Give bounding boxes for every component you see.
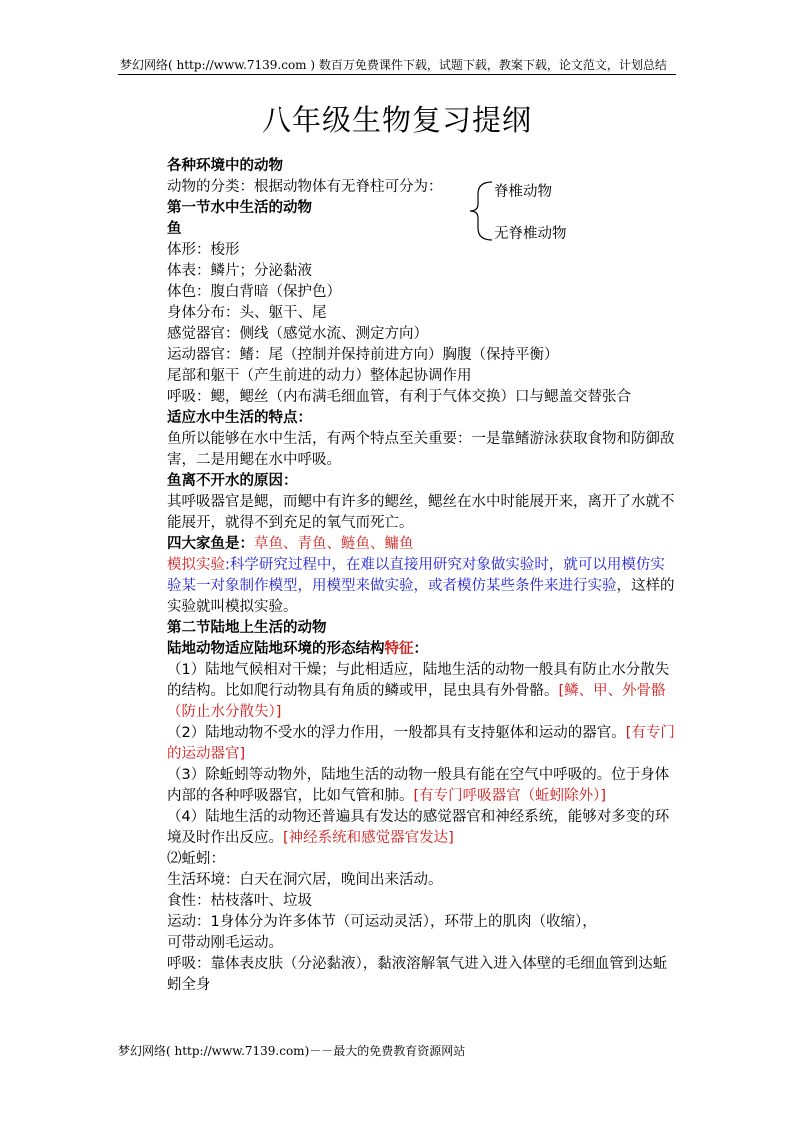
paragraph-fish-need-water: 其呼吸器官是鳃，而鳃中有许多的鳃丝，鳃丝在水中时能展开来，离开了水就不能展开，就得不到充足的氧气而死亡。 xyxy=(167,494,675,531)
heading-fish-need-water: 鱼离不开水的原因： xyxy=(167,473,298,489)
feature-3-text: （3）除蚯蚓等动物外，陆地生活的动物一般具有能在空气中呼吸的。位于身体内部的各种呼吸器官，比如气管和肺。 xyxy=(167,767,670,804)
text-earthworm-habitat: 生活环境：白天在洞穴居，晚间出来活动。 xyxy=(167,872,443,888)
heading-section-1: 第一节水中生活的动物 xyxy=(167,200,312,216)
simulation-tail: ，这样的实验就叫模拟实验。 xyxy=(167,578,675,615)
text-earthworm-bristles: 可带动刚毛运动。 xyxy=(167,935,283,951)
page-title: 八年级生物复习提纲 xyxy=(261,103,532,137)
paragraph-water-adaptation: 鱼所以能够在水中生活，有两个特点至关重要：一是靠鳍游泳获取食物和防御敌害，二是用鳃在水中呼吸。 xyxy=(167,431,675,468)
land-features-keyword: 特征 xyxy=(384,641,414,657)
document-body xyxy=(167,156,677,996)
heading-water-adaptation: 适应水中生活的特点： xyxy=(167,410,312,426)
paragraph-feature-2 xyxy=(167,723,677,765)
page-footer: 梦幻网络( http://www.7139.com)－－最大的免费教育资源网站 xyxy=(118,1044,466,1058)
land-features-text: 陆地动物适应陆地环境的形态结构 xyxy=(167,641,385,657)
paragraph-feature-3 xyxy=(167,765,677,807)
four-fish-list: 草鱼、青鱼、鲢鱼、鳙鱼 xyxy=(254,536,414,552)
four-fish-label: 四大家鱼是： xyxy=(167,536,254,552)
page-header: 梦幻网络( http://www.7139.com ) 数百万免费课件下载，试题下载，教案下载，论文范文，计划总结 xyxy=(120,58,667,72)
paragraph-earthworm-respiration: 呼吸：靠体表皮肤（分泌黏液），黏液溶解氧气进入进入体壁的毛细血管到达蚯蚓全身 xyxy=(167,956,668,993)
text-tail-trunk: 尾部和躯干（产生前进的动力）整体起协调作用 xyxy=(167,368,472,384)
paragraph-simulation xyxy=(167,555,677,618)
feature-2-note: [有专门的运动器官] xyxy=(167,725,675,762)
text-motor-organ: 运动器官：鳍：尾（控制并保持前进方向）胸腹（保持平衡） xyxy=(167,347,559,363)
feature-2-text: （2）陆地动物不受水的浮力作用，一般都具有支持躯体和运动的器官。 xyxy=(167,725,626,741)
heading-animals-environments: 各种环境中的动物 xyxy=(167,158,283,174)
text-respiration: 呼吸：鳃，鳃丝（内布满毛细血管，有利于气体交换）口与鳃盖交替张合 xyxy=(167,389,631,405)
line-four-fish xyxy=(167,534,677,555)
branch-vertebrates: 脊椎动物 xyxy=(494,184,552,200)
heading-earthworm: ⑵蚯蚓： xyxy=(167,851,225,867)
paragraph-feature-1 xyxy=(167,660,677,723)
text-body-parts: 身体分布：头、躯干、尾 xyxy=(167,305,327,321)
heading-section-2: 第二节陆地上生活的动物 xyxy=(167,620,327,636)
feature-4-note: [神经系统和感觉器官发达] xyxy=(283,830,454,846)
simulation-definition: :科学研究过程中，在难以直接用研究对象做实验时，就可以用模仿实验某一对象制作模型，用模型来做实验，或者模仿某些条件来进行实验 xyxy=(167,557,665,594)
land-features-colon: ： xyxy=(413,641,428,657)
text-earthworm-movement: 运动：1身体分为许多体节（可运动灵活），环带上的肌肉（收缩）， xyxy=(167,914,597,930)
simulation-label: 模拟实验 xyxy=(167,557,225,573)
branch-invertebrates: 无脊椎动物 xyxy=(494,226,567,242)
header-divider xyxy=(118,74,676,75)
text-body-color: 体色：腹白背暗（保护色） xyxy=(167,284,341,300)
heading-fish: 鱼 xyxy=(167,221,182,237)
text-classification: 动物的分类：根据动物体有无脊柱可分为： xyxy=(167,179,443,195)
text-earthworm-diet: 食性：枯枝落叶、垃圾 xyxy=(167,893,312,909)
text-sense-organ: 感觉器官：侧线（感觉水流、测定方向） xyxy=(167,326,428,342)
feature-1-text: （1）陆地气候相对干燥；与此相适应，陆地生活的动物一般具有防止水分散失的结构。比如爬行动物具有角质的鳞或甲，昆虫具有外骨骼。 xyxy=(167,662,670,699)
feature-3-note: [有专门呼吸器官（蚯蚓除外）] xyxy=(413,788,607,804)
heading-land-features xyxy=(167,639,677,660)
paragraph-feature-4 xyxy=(167,807,677,849)
text-body-shape: 体形：梭形 xyxy=(167,242,240,258)
text-body-surface: 体表：鳞片；分泌黏液 xyxy=(167,263,312,279)
feature-4-text: （4）陆地生活的动物还普遍具有发达的感觉器官和神经系统，能够对多变的环境及时作出反应。 xyxy=(167,809,670,846)
feature-1-note: [鳞、甲、外骨骼（防止水分散失）] xyxy=(167,683,666,720)
